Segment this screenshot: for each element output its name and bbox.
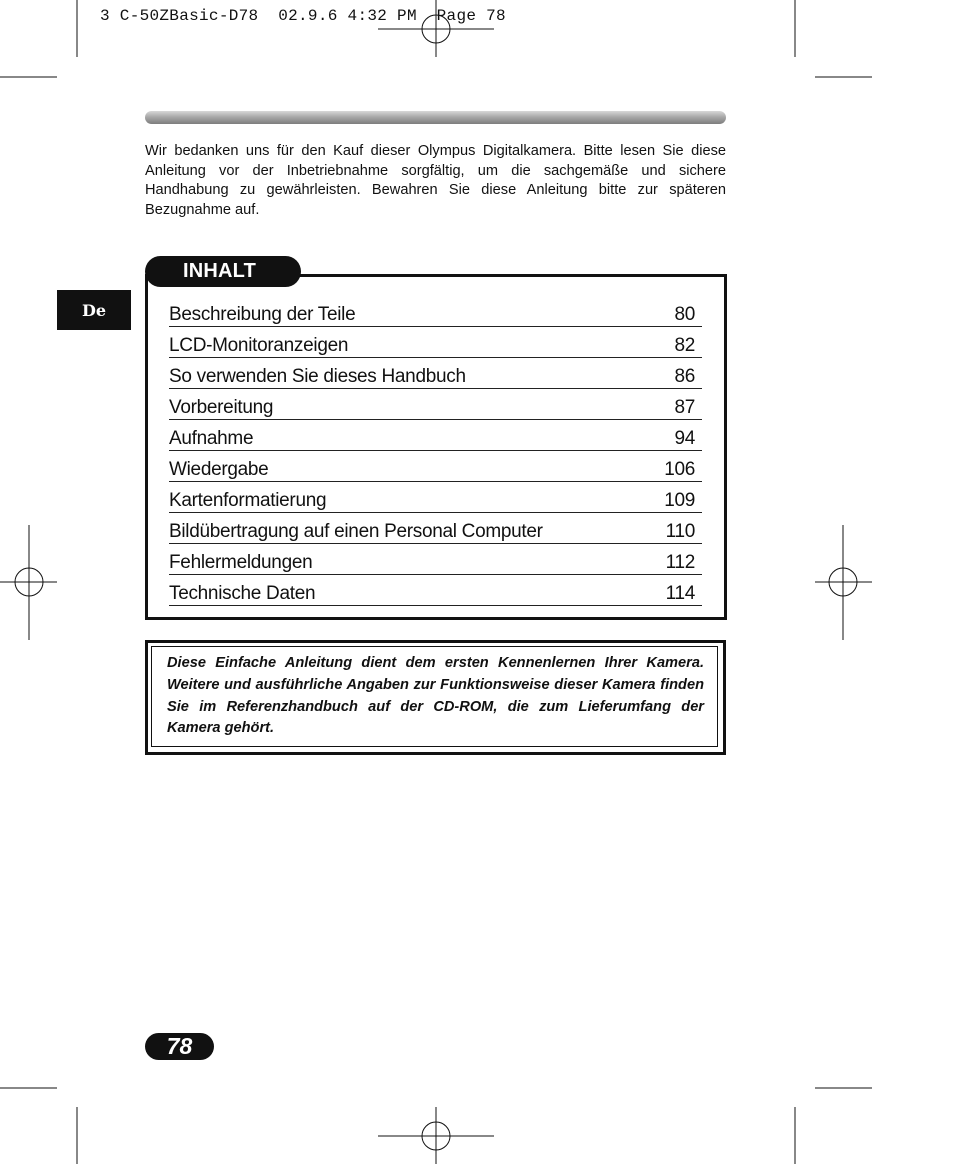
toc-entry-page: 80: [674, 304, 695, 325]
toc-entry-page: 86: [674, 366, 695, 387]
toc-entry-label: Wiedergabe: [169, 459, 269, 480]
toc-list: [169, 296, 702, 606]
toc-entry-label: Vorbereitung: [169, 397, 274, 418]
toc-entry-label: Bildübertragung auf einen Personal Computer: [169, 521, 543, 542]
toc-entry-label: Technische Daten: [169, 583, 316, 604]
toc-entry-page: 114: [665, 583, 695, 604]
toc-entry: [169, 482, 702, 513]
toc-entry: [169, 575, 702, 606]
toc-heading: INHALT: [145, 256, 301, 287]
toc-entry: [169, 513, 702, 544]
toc-entry-label: LCD-Monitoranzeigen: [169, 335, 349, 356]
toc-entry: [169, 358, 702, 389]
intro-paragraph: Wir bedanken uns für den Kauf dieser Olympus Digitalkamera. Bitte lesen Sie diese Anleitung vor der Inbetriebnahme sorgfältig, um die sachgemäße und sichere Handhabung zu gewährleisten. Bewahren Sie diese Anleitung bitte zur späteren Bezugnahme auf.: [145, 143, 726, 218]
print-slug: 3 C-50ZBasic-D78 02.9.6 4:32 PM Page 78: [100, 7, 506, 25]
toc-entry-label: Beschreibung der Teile: [169, 304, 356, 325]
toc-entry: [169, 544, 702, 575]
toc-entry-label: Fehlermeldungen: [169, 552, 313, 573]
toc-entry-page: 110: [665, 521, 695, 542]
toc-entry-page: 87: [674, 397, 695, 418]
toc-entry: [169, 451, 702, 482]
toc-entry-page: 106: [664, 459, 695, 480]
note-text: Diese Einfache Anleitung dient dem ersten Kennenlernen Ihrer Kamera. Weitere und ausführliche Angaben zur Funktionsweise dieser Kamera finden Sie im Referenzhandbuch auf der CD-ROM, die zum Lieferumfang der Kamera gehört.: [167, 655, 704, 737]
header-rule: [145, 111, 726, 124]
toc-entry: [169, 389, 702, 420]
toc-entry-label: Kartenformatierung: [169, 490, 327, 511]
language-tab: De: [57, 290, 131, 330]
page-number: 78: [145, 1033, 214, 1060]
toc-entry-page: 94: [674, 428, 695, 449]
toc-entry-label: So verwenden Sie dieses Handbuch: [169, 366, 466, 387]
toc-entry-label: Aufnahme: [169, 428, 254, 449]
toc-entry: [169, 327, 702, 358]
toc-entry-page: 109: [664, 490, 695, 511]
toc-entry: [169, 296, 702, 327]
toc-entry-page: 82: [674, 335, 695, 356]
toc-entry-page: 112: [665, 552, 695, 573]
toc-entry: [169, 420, 702, 451]
